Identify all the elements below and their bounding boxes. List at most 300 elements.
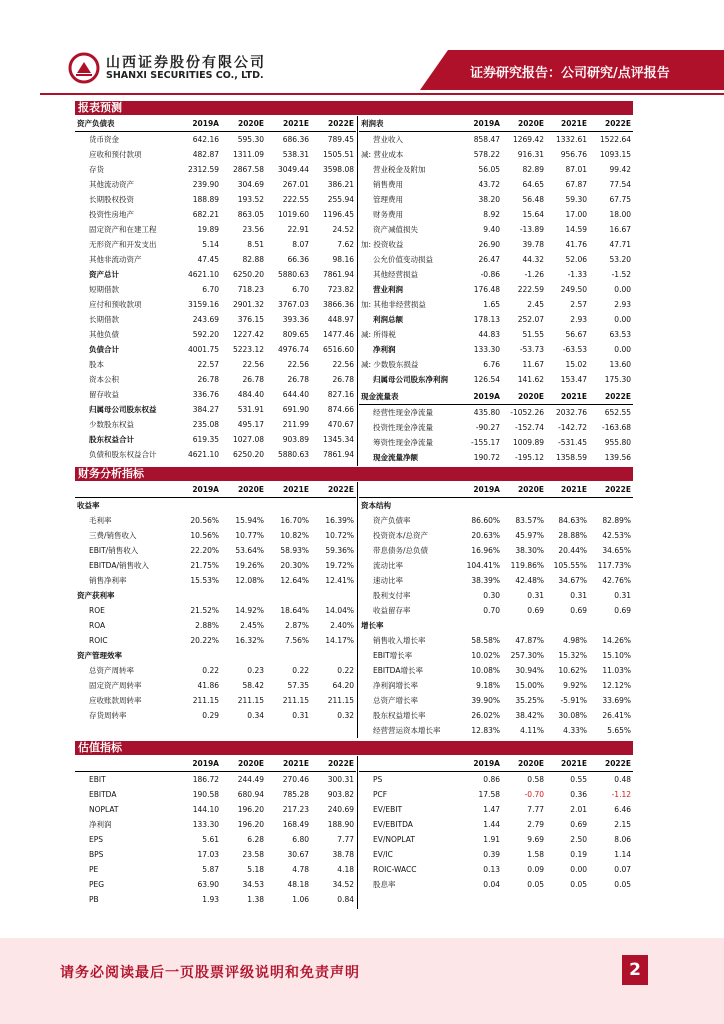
row-value: 56.05 [478, 165, 500, 174]
row-value: 26.02% [471, 711, 500, 720]
row-value: 785.28 [282, 790, 309, 799]
row-value: 12.41% [325, 576, 354, 585]
row-label: ROIC-WACC [373, 865, 417, 874]
row-label: ROA [89, 621, 106, 630]
income-statement-table [359, 116, 633, 387]
row-value: 153.47 [560, 375, 587, 384]
row-value: 20.56% [190, 516, 219, 525]
row-value: 7.77 [527, 805, 544, 814]
row-value: 83.57% [515, 516, 544, 525]
year-header: 2019A [459, 116, 502, 132]
row-value: 22.56 [242, 360, 264, 369]
row-value: 1.47 [483, 805, 500, 814]
page-header [0, 0, 724, 100]
row-value: 470.67 [327, 420, 354, 429]
table-row [75, 513, 356, 528]
row-value: 26.78 [332, 375, 354, 384]
row-value: -0.86 [480, 270, 500, 279]
row-value: 141.62 [517, 375, 544, 384]
table-row [75, 447, 356, 462]
row-value: 12.12% [602, 681, 631, 690]
row-label: 股本 [89, 360, 104, 369]
row-value: -90.27 [475, 423, 500, 432]
row-label: PCF [373, 790, 388, 799]
row-label: 无形资产和开发支出 [89, 240, 157, 249]
row-value: 23.58 [242, 850, 264, 859]
row-label: 负债和股东权益合计 [89, 450, 157, 459]
row-value: 592.20 [192, 330, 219, 339]
row-label: 应收和预付款项 [89, 150, 142, 159]
table-row [75, 297, 356, 312]
row-value: 4001.75 [187, 345, 219, 354]
ratios-right-table [359, 482, 633, 738]
row-value: 10.02% [471, 651, 500, 660]
row-value: 8.06 [614, 835, 631, 844]
table-row [359, 663, 633, 678]
row-value: 916.31 [517, 150, 544, 159]
row-label: 股利支付率 [373, 591, 411, 600]
table-row [75, 877, 356, 892]
empty-cell [311, 588, 356, 603]
row-value: 63.90 [197, 880, 219, 889]
row-value: 12.83% [471, 726, 500, 735]
row-value: 193.52 [237, 195, 264, 204]
table-row [75, 222, 356, 237]
row-value: 175.30 [604, 375, 631, 384]
row-value: 30.94% [515, 666, 544, 675]
row-label: EV/IC [373, 850, 393, 859]
row-value: 41.76 [565, 240, 587, 249]
table-row [359, 847, 633, 862]
year-header: 2022E [311, 756, 356, 772]
row-value: 0.00 [614, 285, 631, 294]
row-value: 3866.36 [322, 300, 354, 309]
row-value: 22.57 [197, 360, 219, 369]
table-row [359, 633, 633, 648]
row-value: 34.53 [242, 880, 264, 889]
table-row [75, 312, 356, 327]
row-value: 77.54 [609, 180, 631, 189]
row-value: 2.01 [570, 805, 587, 814]
row-value: 38.78 [332, 850, 354, 859]
cash-flow-table [359, 389, 633, 465]
row-value: 680.94 [237, 790, 264, 799]
row-label: 加: 其他非经营损益 [361, 300, 426, 309]
table-row [75, 267, 356, 282]
row-value: 58.42 [242, 681, 264, 690]
row-value: 196.20 [237, 805, 264, 814]
year-header: 2019A [459, 756, 502, 772]
row-value: 57.35 [287, 681, 309, 690]
row-value: 10.62% [558, 666, 587, 675]
empty-cell [589, 498, 633, 514]
row-value: 482.87 [192, 150, 219, 159]
row-label: 投资性房地产 [89, 210, 134, 219]
row-label: 净利润 [89, 820, 112, 829]
report-type: 证券研究报告：公司研究/点评报告 [470, 66, 670, 81]
table-row [359, 648, 633, 663]
row-value: 196.20 [237, 820, 264, 829]
table-row [75, 327, 356, 342]
row-value: 6250.20 [232, 450, 264, 459]
row-value: 20.63% [471, 531, 500, 540]
row-label: PS [373, 775, 383, 784]
row-value: -163.68 [602, 423, 631, 432]
row-label: 负债合计 [89, 345, 119, 354]
row-label: EBITDA/销售收入 [89, 561, 149, 570]
row-value: 0.31 [614, 591, 631, 600]
row-value: 53.20 [609, 255, 631, 264]
empty-cell [266, 498, 311, 514]
year-header: 2019A [459, 389, 502, 405]
row-value: 0.70 [483, 606, 500, 615]
row-value: 0.69 [527, 606, 544, 615]
row-value: 789.45 [327, 135, 354, 144]
row-value: 168.49 [282, 820, 309, 829]
row-value: 0.31 [570, 591, 587, 600]
row-label: 存货周转率 [89, 711, 127, 720]
row-value: 376.15 [237, 315, 264, 324]
row-value: 15.94% [235, 516, 264, 525]
row-value: 3159.16 [187, 300, 219, 309]
empty-cell [459, 618, 502, 633]
row-value: 7861.94 [322, 450, 354, 459]
row-value: 5.87 [202, 865, 219, 874]
year-header: 2021E [546, 482, 589, 498]
row-label: ROIC [89, 636, 108, 645]
row-value: 82.89 [522, 165, 544, 174]
row-value: 531.91 [237, 405, 264, 414]
row-value: 42.48% [515, 576, 544, 585]
row-label: 速动比率 [373, 576, 403, 585]
row-value: 0.13 [483, 865, 500, 874]
row-value: 4.98% [563, 636, 587, 645]
row-value: 86.60% [471, 516, 500, 525]
table-row [359, 877, 633, 892]
table-row [359, 678, 633, 693]
row-value: 1.38 [247, 895, 264, 904]
table-row [75, 787, 356, 802]
row-value: 22.56 [332, 360, 354, 369]
row-value: 0.69 [614, 606, 631, 615]
row-value: 48.18 [287, 880, 309, 889]
row-label: EV/EBITDA [373, 820, 413, 829]
row-label: 总资产周转率 [89, 666, 134, 675]
row-value: 99.42 [609, 165, 631, 174]
row-value: 28.88% [558, 531, 587, 540]
table-header-title [75, 482, 176, 498]
row-value: -63.53 [562, 345, 587, 354]
row-value: 26.90 [478, 240, 500, 249]
row-value: 903.82 [327, 790, 354, 799]
valuation-right-header [359, 756, 633, 772]
row-value: 0.30 [483, 591, 500, 600]
group-title: 资产获利率 [77, 591, 115, 600]
row-label: 归属母公司股东净利润 [373, 375, 448, 384]
row-value: 644.40 [282, 390, 309, 399]
row-value: 384.27 [192, 405, 219, 414]
row-value: 45.97% [515, 531, 544, 540]
row-value: 1358.59 [555, 453, 587, 462]
group-title: 增长率 [361, 621, 384, 630]
row-value: 0.84 [337, 895, 354, 904]
row-value: 1.14 [614, 850, 631, 859]
row-value: 34.67% [558, 576, 587, 585]
row-value: 3598.08 [322, 165, 354, 174]
table-row [75, 162, 356, 177]
table-row [75, 147, 356, 162]
table-row [359, 267, 633, 282]
row-value: 9.69 [527, 835, 544, 844]
row-value: 87.01 [565, 165, 587, 174]
row-value: 59.36% [325, 546, 354, 555]
row-value: 34.65% [602, 546, 631, 555]
table-row [75, 802, 356, 817]
ratios-left-header [75, 482, 356, 498]
row-value: 0.69 [570, 606, 587, 615]
row-value: 0.05 [527, 880, 544, 889]
row-value: 6.76 [483, 360, 500, 369]
row-value: 22.91 [287, 225, 309, 234]
row-value: 2.57 [570, 300, 587, 309]
empty-cell [176, 498, 221, 514]
row-value: -53.73 [519, 345, 544, 354]
table-row [359, 787, 633, 802]
row-label: 三费/销售收入 [89, 531, 137, 540]
row-value: 51.55 [522, 330, 544, 339]
row-value: 2.79 [527, 820, 544, 829]
row-value: 595.30 [237, 135, 264, 144]
table-row [359, 177, 633, 192]
row-value: 1.93 [202, 895, 219, 904]
year-header: 2019A [176, 482, 221, 498]
row-value: 1477.46 [322, 330, 354, 339]
table-row [75, 558, 356, 573]
table-row [75, 693, 356, 708]
row-label: 股息率 [373, 880, 396, 889]
table-row [75, 132, 356, 148]
row-value: 211.15 [192, 696, 219, 705]
row-value: 21.52% [190, 606, 219, 615]
empty-cell [546, 618, 589, 633]
row-value: 642.16 [192, 135, 219, 144]
row-value: 955.80 [604, 438, 631, 447]
table-row [359, 528, 633, 543]
row-value: 17.58 [478, 790, 500, 799]
row-value: 42.76% [602, 576, 631, 585]
year-header: 2022E [589, 116, 633, 132]
table-row [359, 450, 633, 465]
row-value: 9.40 [483, 225, 500, 234]
row-value: 133.30 [192, 820, 219, 829]
row-value: 11.67 [522, 360, 544, 369]
row-value: -155.17 [471, 438, 500, 447]
row-value: 18.64% [280, 606, 309, 615]
row-value: 144.10 [192, 805, 219, 814]
row-value: 47.45 [197, 255, 219, 264]
year-header: 2020E [502, 389, 546, 405]
row-value: 0.29 [202, 711, 219, 720]
row-label: 资产负债率 [373, 516, 411, 525]
table-divider [357, 116, 358, 466]
table-divider [357, 482, 358, 738]
row-value: 255.94 [327, 195, 354, 204]
row-value: -195.12 [515, 453, 544, 462]
row-value: 15.02 [565, 360, 587, 369]
company-name-cn: 山西证券股份有限公司 [106, 55, 266, 71]
row-value: 188.90 [327, 820, 354, 829]
row-value: 15.10% [602, 651, 631, 660]
row-value: 1332.61 [555, 135, 587, 144]
row-value: 2.15 [614, 820, 631, 829]
row-value: 0.00 [570, 865, 587, 874]
empty-cell [502, 618, 546, 633]
row-value: 82.88 [242, 255, 264, 264]
row-value: 2312.59 [187, 165, 219, 174]
row-value: 244.49 [237, 775, 264, 784]
group-title-row [75, 648, 356, 663]
row-value: 117.73% [597, 561, 631, 570]
row-label: 资本公积 [89, 375, 119, 384]
row-value: 956.76 [560, 150, 587, 159]
row-value: 43.72 [478, 180, 500, 189]
row-label: PE [89, 865, 99, 874]
row-value: 1019.60 [277, 210, 309, 219]
company-name-en: SHANXI SECURITIES CO., LTD. [106, 70, 264, 81]
row-value: 7.77 [337, 835, 354, 844]
table-row [75, 678, 356, 693]
row-value: 267.01 [282, 180, 309, 189]
row-value: 17.00 [565, 210, 587, 219]
table-row [359, 237, 633, 252]
table-row [359, 297, 633, 312]
table-row [359, 192, 633, 207]
row-value: 20.22% [190, 636, 219, 645]
group-title-row [359, 618, 633, 633]
row-label: EV/NOPLAT [373, 835, 415, 844]
row-value: 10.56% [190, 531, 219, 540]
row-value: 578.22 [473, 150, 500, 159]
row-value: 235.08 [192, 420, 219, 429]
year-header: 2020E [221, 756, 266, 772]
row-value: 2.45 [527, 300, 544, 309]
row-value: 44.83 [478, 330, 500, 339]
row-value: 222.55 [282, 195, 309, 204]
row-value: 67.87 [565, 180, 587, 189]
year-header: 2022E [589, 389, 633, 405]
row-value: 0.32 [337, 711, 354, 720]
row-value: 30.67 [287, 850, 309, 859]
year-header: 2019A [176, 116, 221, 132]
year-header: 2019A [459, 482, 502, 498]
row-value: 14.92% [235, 606, 264, 615]
row-label: 固定资产和在建工程 [89, 225, 157, 234]
table-header-title: 资产负债表 [75, 116, 176, 132]
row-value: 10.82% [280, 531, 309, 540]
table-row [359, 222, 633, 237]
row-value: 26.78 [197, 375, 219, 384]
table-row [359, 372, 633, 387]
row-value: 186.72 [192, 775, 219, 784]
empty-cell [221, 648, 266, 663]
row-value: 1269.42 [512, 135, 544, 144]
row-value: 5880.63 [277, 270, 309, 279]
row-value: 190.72 [473, 453, 500, 462]
row-label: 管理费用 [373, 195, 403, 204]
year-header: 2021E [546, 116, 589, 132]
table-row [75, 372, 356, 387]
row-value: 0.05 [614, 880, 631, 889]
table-row [75, 417, 356, 432]
row-value: 5223.12 [232, 345, 264, 354]
ratios-left-table [75, 482, 356, 723]
row-value: 243.69 [192, 315, 219, 324]
row-value: 82.89% [602, 516, 631, 525]
row-label: 长期借款 [89, 315, 119, 324]
table-row [75, 192, 356, 207]
table-row [359, 708, 633, 723]
row-value: 30.08% [558, 711, 587, 720]
cash-flow-header [359, 389, 633, 405]
row-value: 34.52 [332, 880, 354, 889]
row-value: 1.58 [527, 850, 544, 859]
table-row [75, 663, 356, 678]
row-value: 16.96% [471, 546, 500, 555]
row-value: 23.56 [242, 225, 264, 234]
year-header: 2021E [546, 756, 589, 772]
section-ratios: 财务分析指标 [75, 467, 633, 481]
table-row [359, 543, 633, 558]
year-header: 2020E [221, 482, 266, 498]
table-header-title [359, 756, 459, 772]
row-value: 6250.20 [232, 270, 264, 279]
table-row [359, 513, 633, 528]
row-label: 营业利润 [373, 285, 403, 294]
row-label: 资产减值损失 [373, 225, 418, 234]
row-value: 4.11% [520, 726, 544, 735]
row-value: 12.64% [280, 576, 309, 585]
empty-cell [589, 618, 633, 633]
row-label: PB [89, 895, 99, 904]
year-header: 2022E [311, 116, 356, 132]
table-row [359, 252, 633, 267]
row-value: 17.03 [197, 850, 219, 859]
row-label: 总资产增长率 [373, 696, 418, 705]
row-value: 448.97 [327, 315, 354, 324]
year-header: 2020E [502, 756, 546, 772]
row-value: 252.07 [517, 315, 544, 324]
row-value: 0.22 [202, 666, 219, 675]
row-value: 15.00% [515, 681, 544, 690]
table-row [75, 847, 356, 862]
row-value: 20.30% [280, 561, 309, 570]
row-label: NOPLAT [89, 805, 119, 814]
row-value: 2.50 [570, 835, 587, 844]
row-value: -1.33 [567, 270, 587, 279]
balance-sheet-table [75, 116, 356, 462]
row-value: 26.41% [602, 711, 631, 720]
table-row [75, 862, 356, 877]
row-label: 应收账款周转率 [89, 696, 142, 705]
row-value: 4976.74 [277, 345, 309, 354]
row-value: -13.89 [519, 225, 544, 234]
row-value: 1196.45 [322, 210, 354, 219]
row-value: -152.74 [515, 423, 544, 432]
year-header: 2019A [176, 756, 221, 772]
row-value: 0.00 [614, 345, 631, 354]
table-row [75, 633, 356, 648]
year-header: 2021E [546, 389, 589, 405]
